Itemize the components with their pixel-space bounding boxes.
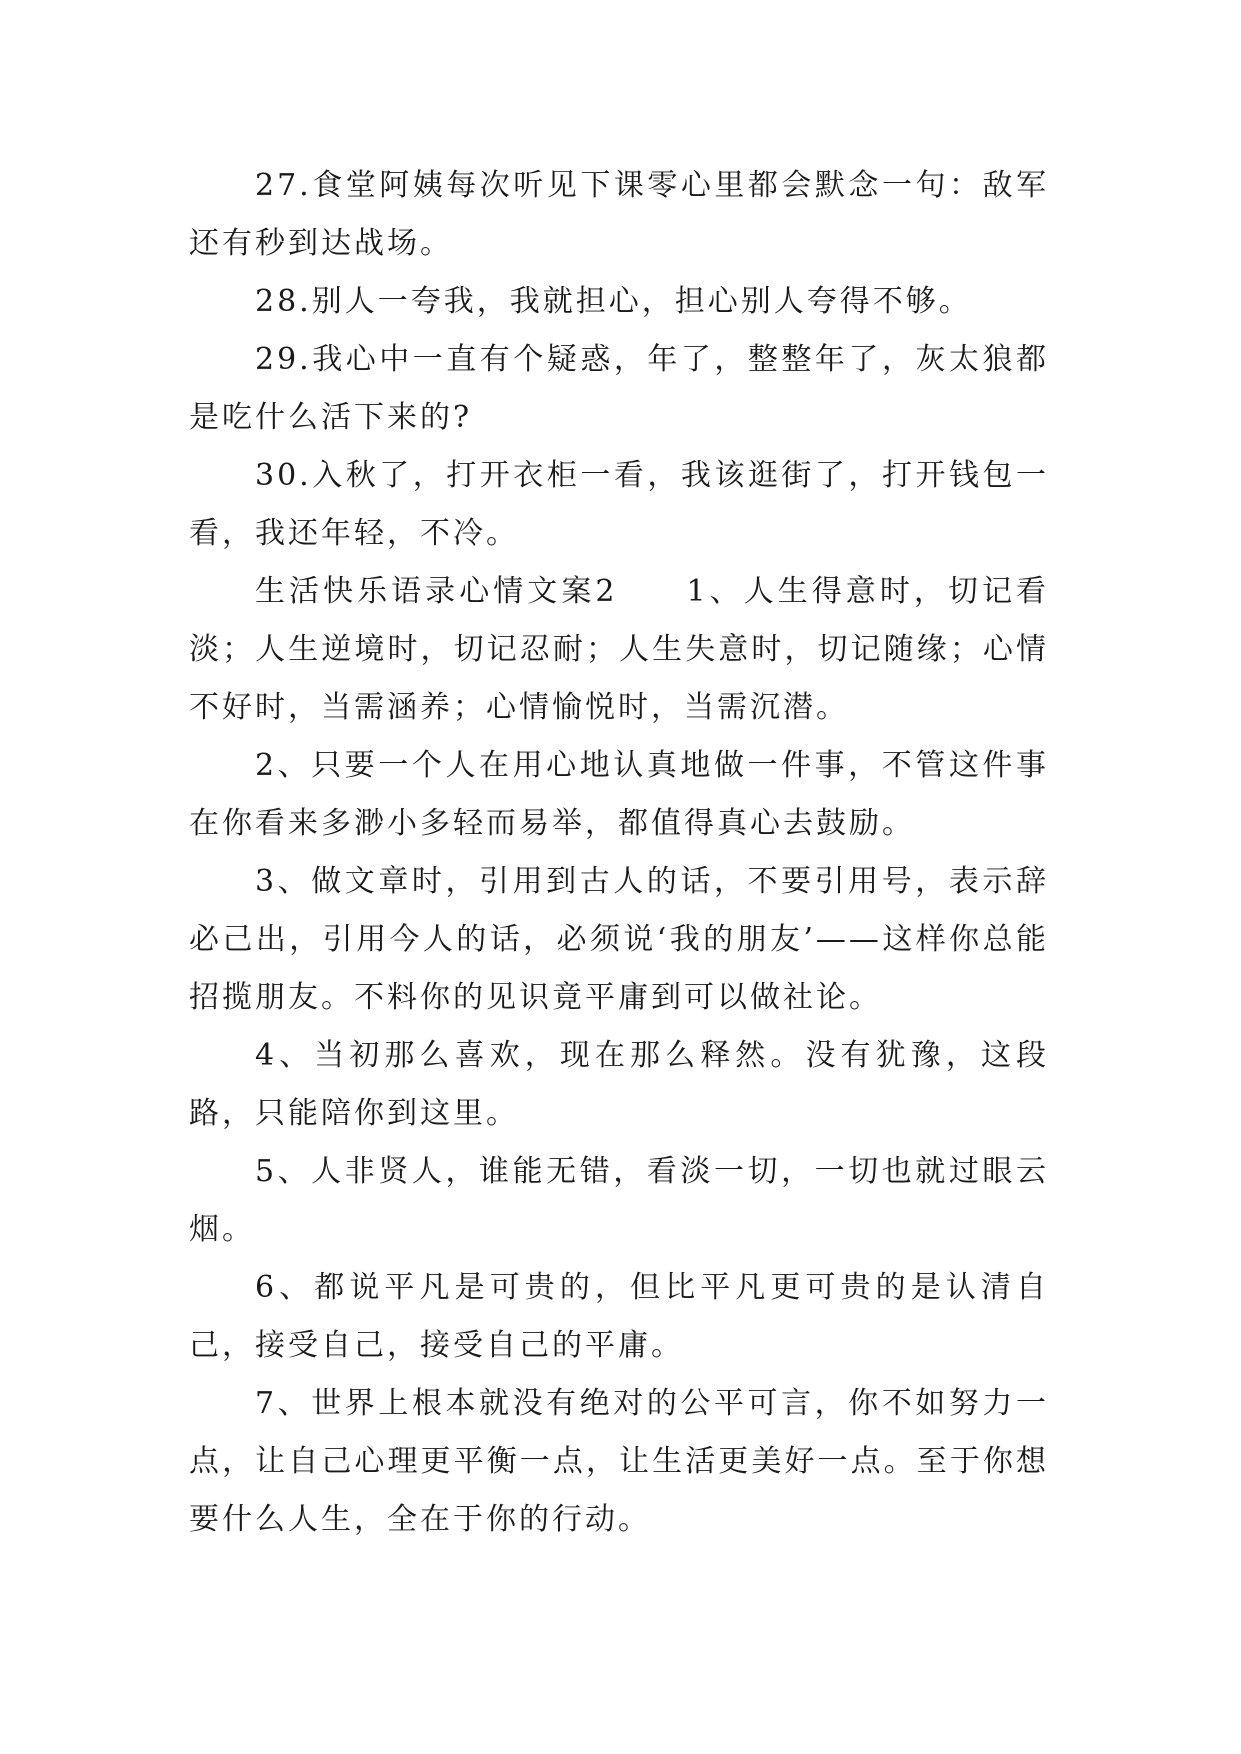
paragraph-item-2: 2、只要一个人在用心地认真地做一件事，不管这件事在你看来多渺小多轻而易举，都值得真心去鼓励。: [189, 748, 1049, 841]
paragraph-item-3: 3、做文章时，引用到古人的话，不要引用号，表示辞必己出，引用今人的话，必须说‘我的朋友’——这样你总能招揽朋友。不料你的见识竟平庸到可以做社论。: [189, 864, 1049, 1015]
paragraph-item-5: 5、人非贤人，谁能无错，看淡一切，一切也就过眼云烟。: [189, 1154, 1049, 1247]
paragraph-27: 27.食堂阿姨每次听见下课零心里都会默念一句：敌军还有秒到达战场。: [189, 168, 1049, 261]
paragraph-28: 28.别人一夸我，我就担心，担心别人夸得不够。: [255, 284, 972, 319]
document-body: [189, 157, 1049, 1549]
paragraph-section-2-item-1: 生活快乐语录心情文案2 1、人生得意时，切记看淡；人生逆境时，切记忍耐；人生失意时，切记随缘；心情不好时，当需涵养；心情愉悦时，当需沉潜。: [189, 574, 1049, 725]
paragraph-30: 30.入秋了，打开衣柜一看，我该逛街了，打开钱包一看，我还年轻，不冷。: [189, 458, 1049, 551]
paragraph-item-6: 6、都说平凡是可贵的，但比平凡更可贵的是认清自己，接受自己，接受自己的平庸。: [189, 1270, 1049, 1363]
paragraph-29: 29.我心中一直有个疑惑，年了，整整年了，灰太狼都是吃什么活下来的?: [189, 342, 1049, 435]
paragraph-item-4: 4、当初那么喜欢，现在那么释然。没有犹豫，这段路，只能陪你到这里。: [189, 1038, 1049, 1131]
paragraph-item-7: 7、世界上根本就没有绝对的公平可言，你不如努力一点，让自己心理更平衡一点，让生活更美好一点。至于你想要什么人生，全在于你的行动。: [189, 1386, 1049, 1537]
